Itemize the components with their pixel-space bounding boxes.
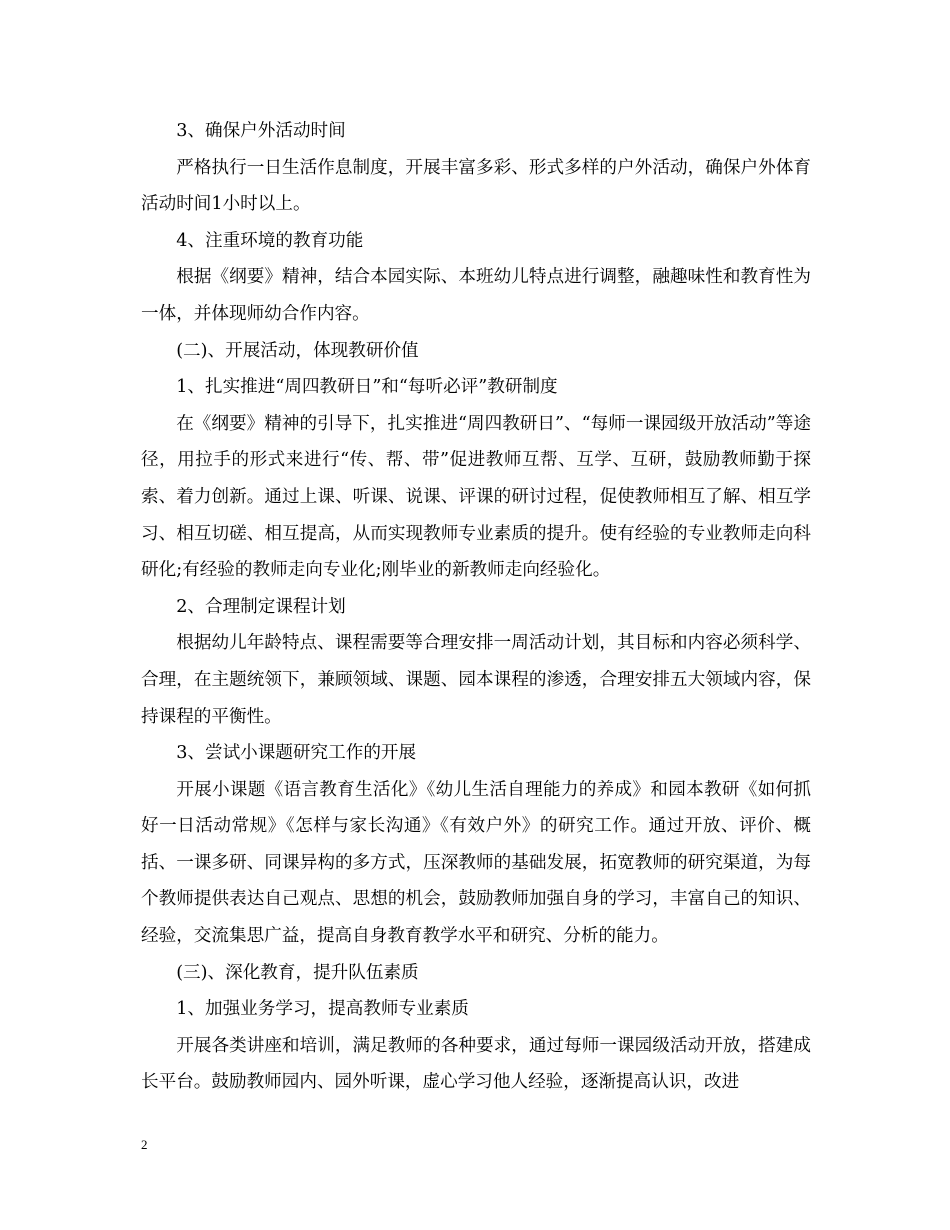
section-heading-3: (三)、深化教育，提升队伍素质 (176, 962, 419, 983)
paragraph-research-day: 在《纲要》精神的引导下，扎实推进“周四教研日”、“每师一课园级开放活动”等途径，用拉手的形式来进行“传、帮、带”促进教师互帮、互学、互研，鼓励教师勤于探索、着力创新。通过上课、听课、说课、评课的研讨过程，促使教师相互了解、相互学习、相互切磋、相互提高，从而实现教师专业素质的提升。使有经验的专业教师走向科研化;有经验的教师走向专业化;刚毕业的新教师走向经验化。 (141, 413, 811, 581)
heading-environment: 4、注重环境的教育功能 (176, 230, 364, 251)
document-body (141, 113, 811, 1101)
paragraph-environment: 根据《纲要》精神，结合本园实际、本班幼儿特点进行调整，融趣味性和教育性为一体，并体现师幼合作内容。 (141, 267, 811, 324)
paragraph-outdoor-time: 严格执行一日生活作息制度，开展丰富多彩、形式多样的户外活动，确保户外体育活动时间1小时以上。 (141, 157, 811, 215)
heading-small-topics: 3、尝试小课题研究工作的开展 (176, 743, 417, 764)
heading-outdoor-time: 3、确保户外活动时间 (176, 121, 346, 141)
paragraph-professional-study: 开展各类讲座和培训，满足教师的各种要求，通过每师一课园级活动开放，搭建成长平台。鼓励教师园内、园外听课，虚心学习他人经验，逐渐提高认识，改进 (141, 1035, 811, 1093)
heading-course-plan: 2、合理制定课程计划 (176, 596, 346, 617)
heading-professional-study: 1、加强业务学习，提高教师专业素质 (176, 999, 469, 1020)
paragraph-course-plan: 根据幼儿年龄特点、课程需要等合理安排一周活动计划，其目标和内容必须科学、合理，在主题统领下，兼顾领域、课题、园本课程的渗透，合理安排五大领域内容，保持课程的平衡性。 (141, 633, 811, 727)
paragraph-small-topics: 开展小课题《语言教育生活化》《幼儿生活自理能力的养成》和园本教研《如何抓好一日活动常规》《怎样与家长沟通》《有效户外》的研究工作。通过开放、评价、概括、一课多研、同课异构的多方式，压深教师的基础发展，拓宽教师的研究渠道，为每个教师提供表达自己观点、思想的机会，鼓励教师加强自身的学习，丰富自己的知识、经验，交流集思广益，提高自身教育教学水平和研究、分析的能力。 (141, 779, 811, 947)
heading-research-day: 1、扎实推进“周四教研日”和“每听必评”教研制度 (176, 377, 558, 398)
page-number: 2 (141, 1137, 148, 1152)
section-heading-2: (二)、开展活动，体现教研价值 (176, 340, 419, 361)
